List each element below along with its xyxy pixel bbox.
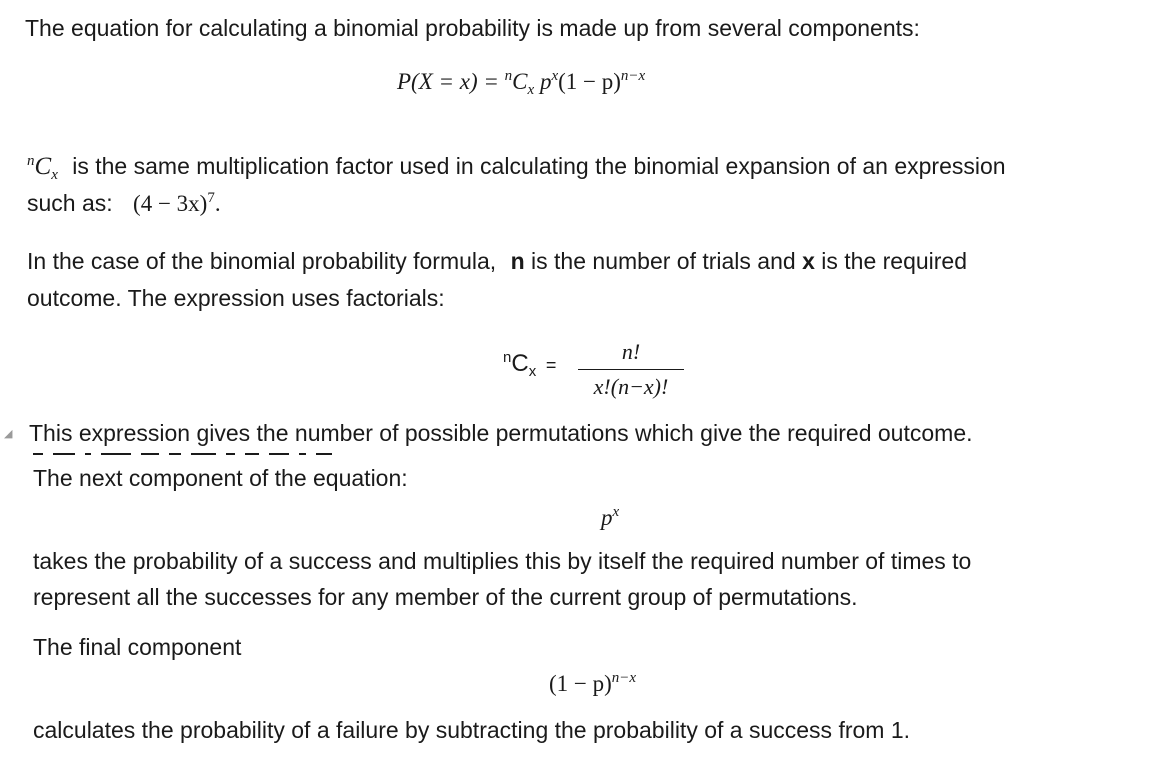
success-paragraph-line1: takes the probability of a success and multiplies this by itself the required number of times to — [33, 548, 972, 574]
ncx-description-line1 — [27, 152, 1006, 182]
next-component-text: The next component of the equation: — [33, 465, 408, 491]
success-paragraph-line2: represent all the successes for any member of the current group of permutations. — [33, 584, 858, 610]
permutations-text: This expression gives the number of possible permutations which give the required outcome. — [29, 420, 973, 446]
ncx-description-text: is the same multiplication factor used in calculating the binomial expansion of an expression — [72, 153, 1006, 179]
ncx-symbol — [27, 153, 58, 183]
fraction-bar — [578, 369, 684, 370]
ncx-factorial-label — [503, 350, 556, 379]
p-to-x-expression — [601, 504, 619, 532]
x-subscript: x — [528, 363, 537, 380]
c-symbol: C — [511, 350, 529, 377]
x-subscript: x — [51, 167, 58, 183]
case-paragraph-line2: outcome. The expression uses factorials: — [27, 285, 445, 311]
ncx-description-line2 — [27, 190, 221, 218]
c-symbol: C — [512, 69, 528, 94]
factorial-fraction — [578, 339, 684, 400]
p-symbol: p — [601, 505, 613, 530]
x-superscript: x — [612, 504, 620, 520]
c-symbol: C — [34, 153, 52, 180]
case-text-3: is the required — [821, 248, 968, 274]
equals-sign: = — [545, 355, 557, 375]
binomial-equation — [397, 68, 645, 96]
fraction-denominator: x!(n−x)! — [593, 374, 669, 399]
failure-text: calculates the probability of a failure by subtracting the probability of a success from 1. — [33, 717, 911, 743]
n-bold: n — [510, 248, 525, 274]
case-text-1: In the case of the binomial probability formula, — [27, 248, 497, 274]
n-minus-x-superscript: n−x — [611, 670, 637, 686]
n-superscript: n — [27, 153, 35, 169]
intro-text: The equation for calculating a binomial probability is made up from several components: — [25, 15, 920, 41]
such-as-label: such as: — [27, 190, 113, 216]
one-minus-p-expression — [549, 670, 636, 698]
expression-exponent: 7 — [207, 190, 215, 206]
case-text-2: is the number of trials and — [531, 248, 796, 274]
n-superscript: n — [503, 349, 512, 366]
overlapping-text-fragment — [33, 453, 593, 457]
expression-base: (1 − p) — [549, 671, 612, 696]
one-minus-p: (1 − p) — [558, 69, 621, 94]
case-paragraph-line1 — [27, 248, 967, 276]
n-minus-x-superscript: n−x — [620, 68, 646, 84]
example-expression — [133, 191, 221, 216]
n-superscript: n — [504, 68, 513, 84]
p-symbol: p — [534, 69, 552, 94]
x-bold: x — [802, 248, 815, 274]
period: . — [214, 191, 221, 216]
final-component-text: The final component — [33, 634, 242, 660]
fraction-numerator: n! — [621, 339, 641, 364]
equation-lhs: P(X = x) = — [397, 69, 505, 94]
x-subscript: x — [527, 82, 535, 98]
expression-base: (4 − 3x) — [133, 191, 208, 216]
x-superscript: x — [551, 68, 559, 84]
collapse-triangle-icon[interactable]: ◢ — [4, 428, 13, 440]
